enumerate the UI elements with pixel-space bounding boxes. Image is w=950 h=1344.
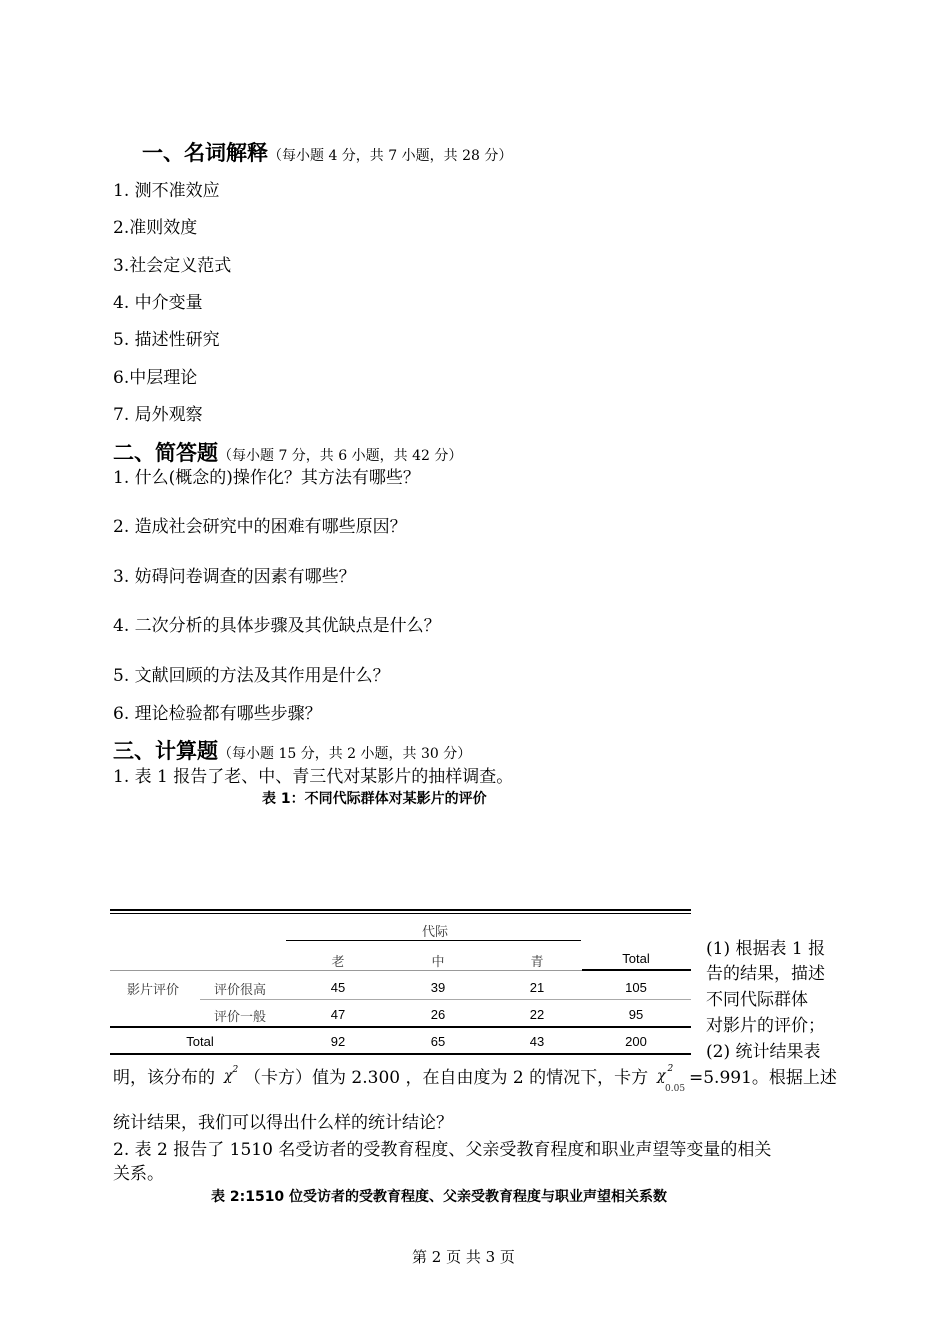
section2-heading: 二、简答题（每小题 7 分，共 6 小题，共 42 分） [113, 441, 463, 465]
section1-item-3: 3.社会定义范式 [113, 256, 232, 276]
table1-row1-total: 105 [625, 980, 647, 995]
section1-item-6: 6.中层理论 [113, 368, 198, 388]
section3-q1-intro: 1. 表 1 报告了老、中、青三代对某影片的抽样调查。 [113, 767, 514, 787]
q1-text-a: 明，该分布的 [113, 1068, 215, 1088]
table2-caption: 表 2:1510 位受访者的受教育程度、父亲受教育程度与职业声望相关系数 [211, 1189, 668, 1205]
table1-row1-old: 45 [330, 980, 346, 995]
table1-body-rule [110, 1026, 691, 1028]
section2-item-4: 4. 二次分析的具体步骤及其优缺点是什么？ [113, 616, 441, 636]
side-text-1: (1) 根据表 1 报 [706, 939, 826, 959]
table1-total-total: 200 [625, 1034, 647, 1049]
table1-row2-mid: 26 [430, 1007, 446, 1022]
table1-caption: 表 1：不同代际群体对某影片的评价 [262, 791, 487, 807]
table1-row1-label: 评价很高 [214, 983, 267, 998]
table1-group-header: 代际 [421, 924, 448, 939]
side-text-3: 不同代际群体 [706, 990, 808, 1010]
table1-col-young: 青 [530, 954, 544, 969]
table1-total-old: 92 [330, 1034, 346, 1049]
table1-total-label: Total [186, 1034, 214, 1049]
table1-row-rule [200, 999, 691, 1000]
page-footer: 第 2 页 共 3 页 [412, 1248, 515, 1266]
table1-row2-old: 47 [330, 1007, 346, 1022]
section3-heading: 三、计算题（每小题 15 分，共 2 小题，共 30 分） [113, 739, 472, 763]
q2-text-line2: 关系。 [113, 1164, 164, 1184]
section1-item-2: 2.准则效度 [113, 218, 198, 238]
table1-total-mid: 65 [430, 1034, 446, 1049]
table1-col-total: Total [622, 951, 650, 966]
section2-item-2: 2. 造成社会研究中的困难有哪些原因？ [113, 517, 407, 537]
chi-symbol: $\chi^2$ [224, 1065, 239, 1084]
q2-text-line1: 2. 表 2 报告了 1510 名受访者的受教育程度、父亲受教育程度和职业声望等变量的相关 [113, 1140, 772, 1160]
table1-group-rule [286, 940, 581, 941]
section2-item-1: 1. 什么(概念的)操作化？其方法有哪些？ [113, 468, 420, 488]
section2-item-5: 5. 文献回顾的方法及其作用是什么？ [113, 666, 390, 686]
side-text-2: 告的结果，描述 [706, 964, 825, 984]
table1-header-rule [110, 970, 582, 971]
section1-item-5: 5. 描述性研究 [113, 330, 220, 350]
table1-row1-young: 21 [529, 980, 545, 995]
section3-note: （每小题 15 分，共 2 小题，共 30 分） [218, 746, 472, 762]
section1-note: （每小题 4 分，共 7 小题，共 28 分） [268, 148, 513, 164]
chi-symbol-critical: χ $^2$ [657, 1064, 674, 1084]
section1-item-1: 1. 测不准效应 [113, 181, 220, 201]
table1-row2-label: 评价一般 [214, 1010, 267, 1025]
table1-total-rule [582, 969, 691, 971]
table1-top-rule-2 [110, 913, 691, 914]
section2-item-6: 6. 理论检验都有哪些步骤？ [113, 704, 322, 724]
table1-row2-young: 22 [529, 1007, 545, 1022]
q1-text-line2: 统计结果，我们可以得出什么样的统计结论？ [113, 1113, 453, 1133]
q1-text-c: =5.991。根据上述 [689, 1068, 837, 1088]
table1-bottom-rule [110, 1053, 691, 1055]
table1-top-rule-1 [110, 909, 691, 911]
table1-row1-mid: 39 [430, 980, 446, 995]
side-text-4: 对影片的评价； [706, 1016, 825, 1036]
table1-total-young: 43 [529, 1034, 545, 1049]
table1-row2-total: 95 [628, 1007, 644, 1022]
chi-critical-superscript: 2 [667, 1064, 674, 1074]
section1-item-4: 4. 中介变量 [113, 293, 203, 313]
table1-col-old: 老 [331, 954, 345, 969]
section2-item-3: 3. 妨碍问卷调查的因素有哪些？ [113, 567, 356, 587]
section1-item-7: 7. 局外观察 [113, 405, 203, 425]
section1-heading: 一、名词解释（每小题 4 分，共 7 小题，共 28 分） [142, 141, 513, 165]
q1-text-b: （卡方）值为 2.300 ，在自由度为 2 的情况下，卡方 [244, 1068, 649, 1088]
side-text-5: (2) 统计结果表 [706, 1042, 821, 1062]
table1-row-group: 影片评价 [127, 983, 180, 998]
table1-col-mid: 中 [431, 954, 445, 969]
chi-superscript: 2 [232, 1065, 239, 1075]
section2-note: （每小题 7 分，共 6 小题，共 42 分） [218, 448, 463, 464]
chi-subscript: 0.05 [665, 1084, 686, 1094]
